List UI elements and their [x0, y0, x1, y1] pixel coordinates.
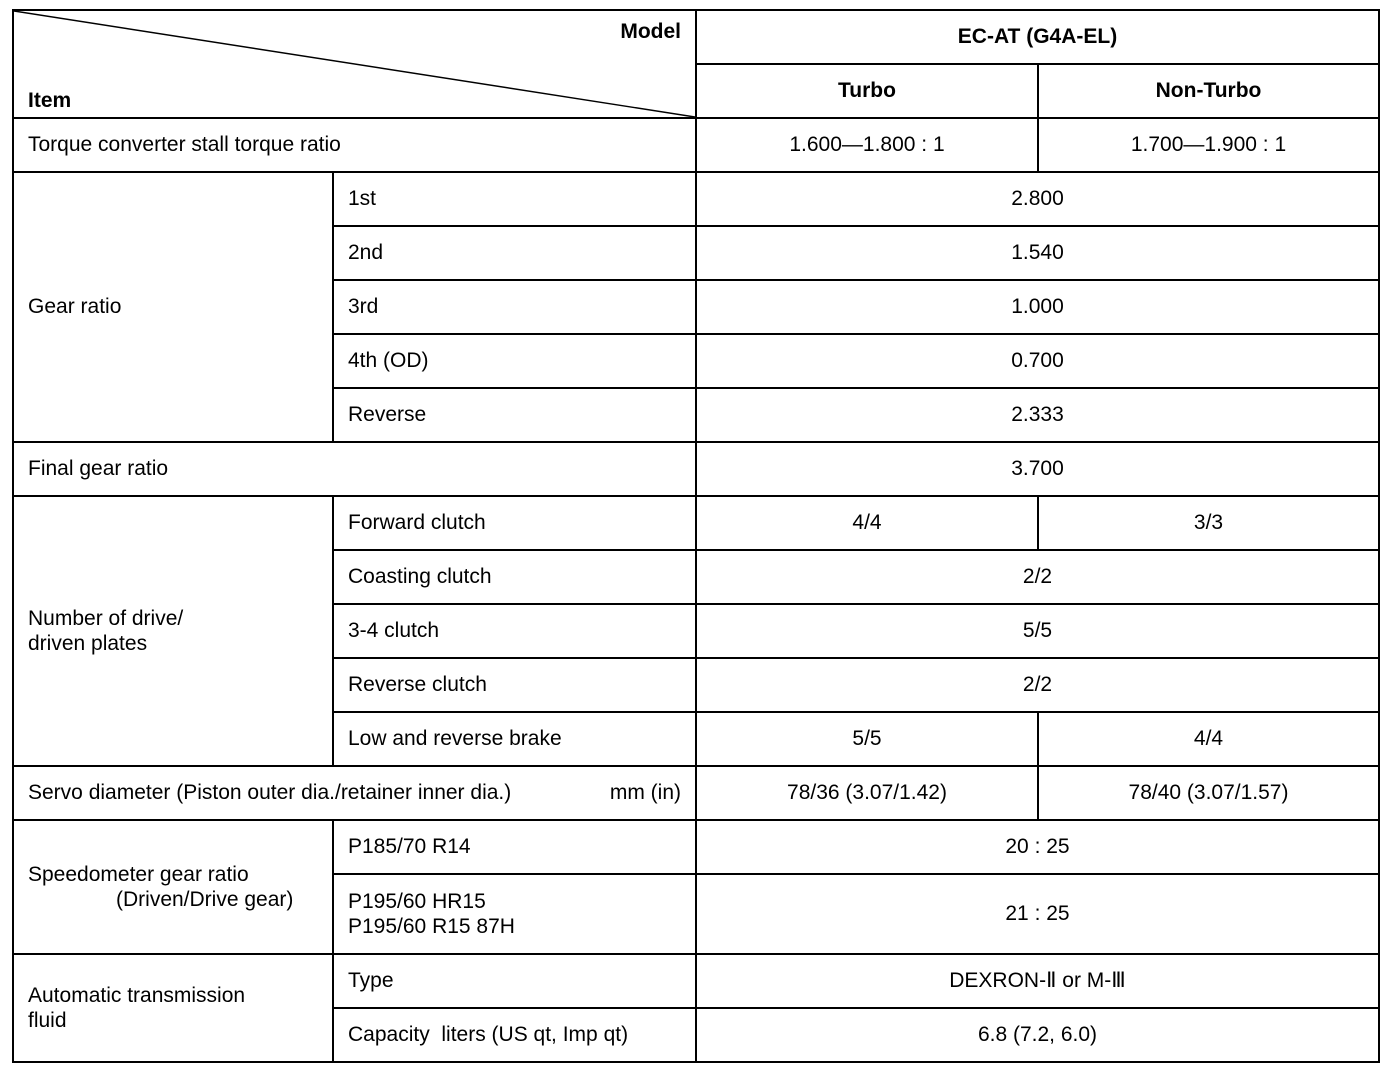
atf-label	[13, 954, 333, 1062]
model-name: EC-AT (G4A-EL)	[696, 10, 1379, 64]
servo-diameter-non-turbo: 78/40 (3.07/1.57)	[1038, 766, 1379, 820]
clutch-34-value: 5/5	[696, 604, 1379, 658]
coasting-clutch-value: 2/2	[696, 550, 1379, 604]
gear-reverse-label: Reverse	[333, 388, 696, 442]
non-turbo-header: Non-Turbo	[1038, 64, 1379, 118]
atf-type-label: Type	[333, 954, 696, 1008]
low-reverse-brake-non-turbo: 4/4	[1038, 712, 1379, 766]
gear-2nd-label: 2nd	[333, 226, 696, 280]
gear-2nd-value: 1.540	[696, 226, 1379, 280]
reverse-clutch-value: 2/2	[696, 658, 1379, 712]
item-label: Item	[28, 88, 72, 112]
reverse-clutch-label: Reverse clutch	[333, 658, 696, 712]
plates-label	[13, 496, 333, 766]
coasting-clutch-label: Coasting clutch	[333, 550, 696, 604]
plates-label-line2: driven plates	[28, 632, 148, 655]
forward-clutch-non-turbo: 3/3	[1038, 496, 1379, 550]
gear-3rd-value: 1.000	[696, 280, 1379, 334]
servo-diameter-turbo: 78/36 (3.07/1.42)	[696, 766, 1038, 820]
gear-reverse-value: 2.333	[696, 388, 1379, 442]
tire-size-2b: P195/60 R15 87H	[348, 915, 515, 938]
speedometer-ratio-2: 21 : 25	[696, 874, 1379, 954]
speedometer-label	[13, 820, 333, 954]
speedometer-ratio-1: 20 : 25	[696, 820, 1379, 874]
tire-size-1: P185/70 R14	[333, 820, 696, 874]
forward-clutch-label: Forward clutch	[333, 496, 696, 550]
gear-4th-label: 4th (OD)	[333, 334, 696, 388]
atf-capacity-value: 6.8 (7.2, 6.0)	[696, 1008, 1379, 1062]
gear-4th-value: 0.700	[696, 334, 1379, 388]
atf-label-line1: Automatic transmission	[28, 983, 246, 1007]
speedometer-label-line1: Speedometer gear ratio	[28, 862, 249, 886]
torque-ratio-label: Torque converter stall torque ratio	[13, 118, 696, 172]
gear-1st-value: 2.800	[696, 172, 1379, 226]
tire-size-2-cell	[333, 874, 696, 954]
header-corner-cell	[13, 10, 696, 118]
servo-diameter-label: Servo diameter (Piston outer dia./retainer inner dia.)	[28, 781, 512, 805]
gear-3rd-label: 3rd	[333, 280, 696, 334]
forward-clutch-turbo: 4/4	[696, 496, 1038, 550]
diagonal-divider	[14, 11, 695, 117]
final-gear-value: 3.700	[696, 442, 1379, 496]
low-reverse-brake-turbo: 5/5	[696, 712, 1038, 766]
gear-ratio-label: Gear ratio	[13, 172, 333, 442]
spec-table	[12, 9, 1380, 1063]
atf-capacity-label: Capacity liters (US qt, Imp qt)	[333, 1008, 696, 1062]
model-label: Model	[620, 20, 681, 43]
servo-diameter-label-cell	[13, 766, 696, 820]
plates-label-line1: Number of drive/	[28, 606, 184, 630]
low-reverse-brake-label: Low and reverse brake	[333, 712, 696, 766]
clutch-34-label: 3-4 clutch	[333, 604, 696, 658]
final-gear-label: Final gear ratio	[13, 442, 696, 496]
servo-diameter-unit: mm (in)	[609, 781, 681, 805]
tire-size-2a: P195/60 HR15	[348, 889, 486, 913]
turbo-header: Turbo	[696, 64, 1038, 118]
torque-ratio-turbo: 1.600—1.800 : 1	[696, 118, 1038, 172]
atf-type-value: DEXRON-Ⅱ or M-Ⅲ	[696, 954, 1379, 1008]
torque-ratio-non-turbo: 1.700—1.900 : 1	[1038, 118, 1379, 172]
speedometer-label-line2: (Driven/Drive gear)	[116, 888, 294, 911]
gear-1st-label: 1st	[333, 172, 696, 226]
atf-label-line2: fluid	[28, 1009, 67, 1032]
